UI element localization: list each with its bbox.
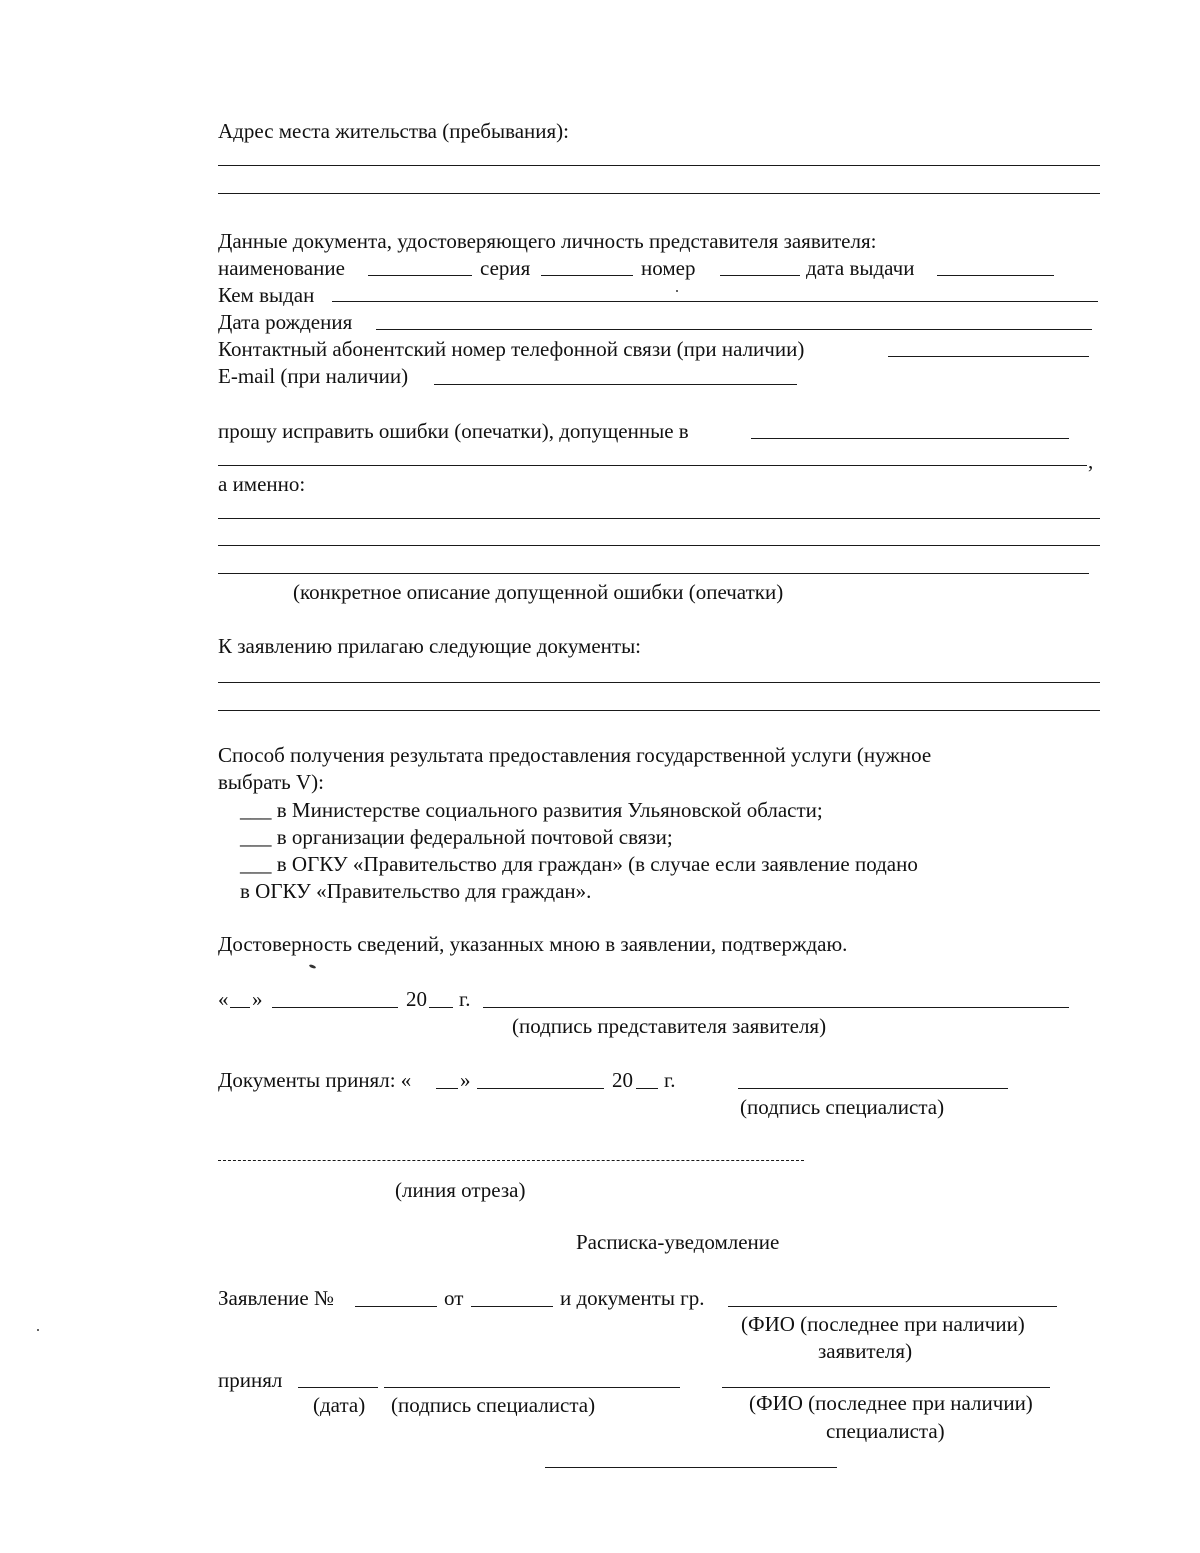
accepted-day-field[interactable] <box>436 1088 458 1089</box>
attachments-line-2[interactable] <box>218 710 1100 711</box>
specialist-signature-field[interactable] <box>738 1088 1008 1089</box>
scan-speck <box>676 290 678 292</box>
accepted-year-prefix: 20 <box>612 1068 633 1092</box>
namely-label: а именно: <box>218 472 306 496</box>
error-description-line-3[interactable] <box>218 573 1089 574</box>
birth-date-label: Дата рождения <box>218 310 353 334</box>
receipt-from-label: от <box>444 1286 464 1310</box>
id-doc-name-label: наименование <box>218 256 345 280</box>
cut-line-caption: (линия отреза) <box>395 1178 526 1202</box>
scan-speck <box>37 1329 39 1331</box>
receipt-specialist-fio-field[interactable] <box>722 1387 1050 1388</box>
receipt-specialist-fio-caption-2: специалиста) <box>826 1419 945 1443</box>
confirm-day-field[interactable] <box>230 1007 250 1008</box>
receipt-specialist-signature-field[interactable] <box>384 1387 680 1388</box>
receipt-specialist-fio-caption-1: (ФИО (последнее при наличии) <box>749 1391 1033 1415</box>
accepted-year-field[interactable] <box>636 1088 658 1089</box>
footer-rule <box>545 1467 837 1468</box>
confirm-text: Достоверность сведений, указанных мною в заявлении, подтверждаю. <box>218 932 848 956</box>
request-comma: , <box>1088 449 1094 473</box>
receipt-applicant-fio-caption-2: заявителя) <box>818 1339 913 1363</box>
id-doc-issue-date-field[interactable] <box>937 275 1054 276</box>
confirm-year-suffix: г. <box>459 987 471 1011</box>
phone-field[interactable] <box>888 356 1089 357</box>
receipt-date-field[interactable] <box>298 1387 378 1388</box>
issued-by-label: Кем выдан <box>218 283 315 307</box>
email-label: E-mail (при наличии) <box>218 364 409 388</box>
receipt-docs-label: и документы гр. <box>560 1286 705 1310</box>
id-doc-name-field[interactable] <box>368 275 472 276</box>
accepted-quote-close: » <box>460 1068 471 1092</box>
accepted-label: Документы принял: « <box>218 1068 412 1092</box>
birth-date-field[interactable] <box>376 329 1092 330</box>
confirm-quote-open: « <box>218 987 229 1011</box>
specialist-signature-caption: (подпись специалиста) <box>740 1095 945 1119</box>
method-option-ministry[interactable]: ___ в Министерстве социального развития Ульяновской области; <box>240 798 823 822</box>
accepted-month-field[interactable] <box>477 1088 604 1089</box>
representative-signature-field[interactable] <box>483 1007 1069 1008</box>
representative-signature-caption: (подпись представителя заявителя) <box>512 1014 827 1038</box>
error-description-caption: (конкретное описание допущенной ошибки (опечатки) <box>293 580 784 604</box>
request-field-1[interactable] <box>751 438 1069 439</box>
id-doc-number-field[interactable] <box>720 275 800 276</box>
receipt-applicant-fio-field[interactable] <box>728 1306 1057 1307</box>
accepted-year-suffix: г. <box>664 1068 676 1092</box>
receipt-statement-number-field[interactable] <box>355 1306 437 1307</box>
confirm-year-prefix: 20 <box>406 987 427 1011</box>
cut-line <box>218 1160 804 1161</box>
id-doc-heading: Данные документа, удостоверяющего личность представителя заявителя: <box>218 229 877 253</box>
method-option-ogku[interactable]: ___ в ОГКУ «Правительство для граждан» (в случае если заявление подано <box>240 852 918 876</box>
scan-speck <box>309 964 317 969</box>
receipt-applicant-fio-caption-1: (ФИО (последнее при наличии) <box>741 1312 1025 1336</box>
id-doc-series-label: серия <box>480 256 531 280</box>
address-line-1[interactable] <box>218 165 1100 166</box>
receipt-statement-label: Заявление № <box>218 1286 335 1310</box>
method-heading-line-2: выбрать V): <box>218 770 324 794</box>
issued-by-field[interactable] <box>332 301 1098 302</box>
confirm-quote-close: » <box>252 987 263 1011</box>
address-line-2[interactable] <box>218 193 1100 194</box>
id-doc-issue-date-label: дата выдачи <box>806 256 915 280</box>
id-doc-series-field[interactable] <box>541 275 633 276</box>
attachments-label: К заявлению прилагаю следующие документы: <box>218 634 642 658</box>
receipt-from-date-field[interactable] <box>471 1306 553 1307</box>
confirm-month-field[interactable] <box>272 1007 398 1008</box>
id-doc-number-label: номер <box>641 256 696 280</box>
error-description-line-1[interactable] <box>218 518 1100 519</box>
confirm-year-field[interactable] <box>429 1007 453 1008</box>
method-option-ogku-continued: в ОГКУ «Правительство для граждан». <box>240 879 592 903</box>
request-text: прошу исправить ошибки (опечатки), допущенные в <box>218 419 689 443</box>
method-heading-line-1: Способ получения результата предоставления государственной услуги (нужное <box>218 743 932 767</box>
attachments-line-1[interactable] <box>218 682 1100 683</box>
receipt-date-caption: (дата) <box>313 1393 366 1417</box>
receipt-title: Расписка-уведомление <box>576 1230 780 1254</box>
error-description-line-2[interactable] <box>218 545 1100 546</box>
receipt-accepted-label: принял <box>218 1368 283 1392</box>
phone-label: Контактный абонентский номер телефонной связи (при наличии) <box>218 337 805 361</box>
receipt-signature-caption: (подпись специалиста) <box>391 1393 596 1417</box>
request-field-2[interactable] <box>218 465 1087 466</box>
address-label: Адрес места жительства (пребывания): <box>218 119 570 143</box>
method-option-post[interactable]: ___ в организации федеральной почтовой связи; <box>240 825 673 849</box>
email-field[interactable] <box>434 384 797 385</box>
